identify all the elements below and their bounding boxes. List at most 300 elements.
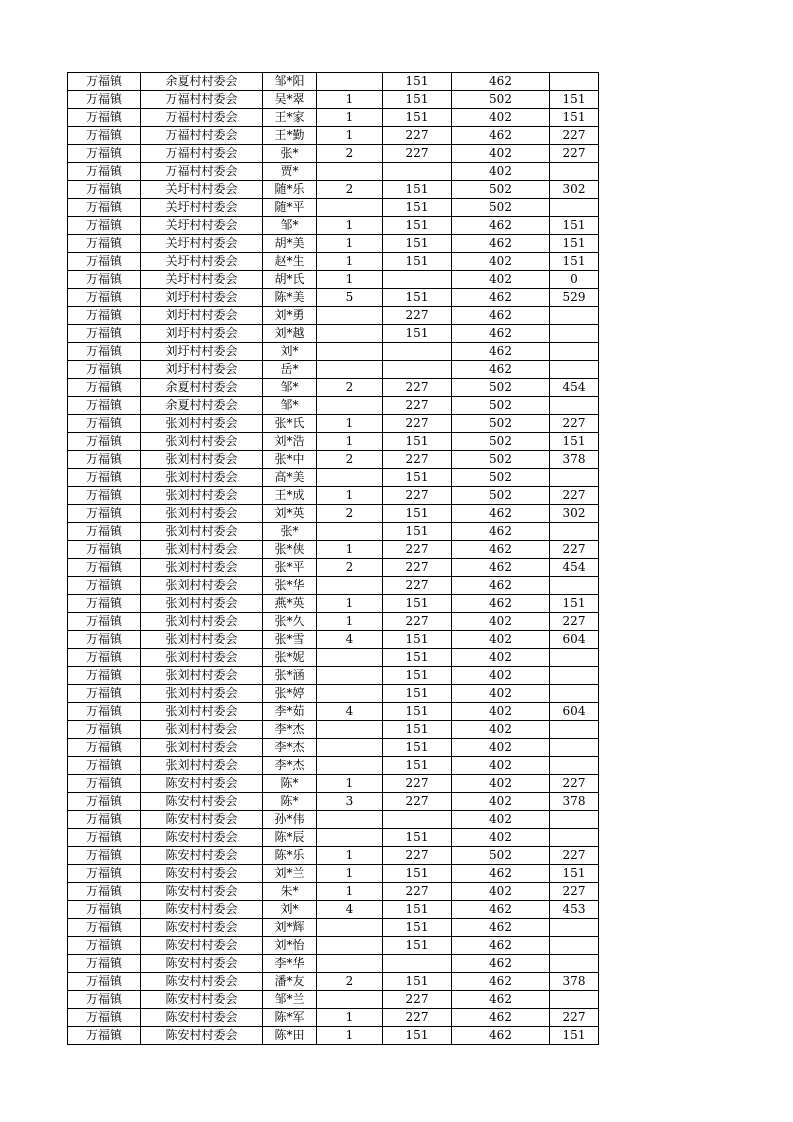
amount-b-cell: 402 <box>452 793 550 811</box>
count-cell <box>317 991 383 1009</box>
name-cell: 张*妮 <box>263 649 317 667</box>
town-cell: 万福镇 <box>68 1009 141 1027</box>
amount-b-cell: 502 <box>452 181 550 199</box>
total-cell <box>550 937 599 955</box>
town-cell: 万福镇 <box>68 541 141 559</box>
name-cell: 张* <box>263 145 317 163</box>
village-committee-cell: 余夏村村委会 <box>141 379 263 397</box>
town-cell: 万福镇 <box>68 73 141 91</box>
total-cell <box>550 325 599 343</box>
amount-a-cell: 151 <box>383 649 452 667</box>
village-committee-cell: 万福村村委会 <box>141 163 263 181</box>
amount-a-cell: 151 <box>383 667 452 685</box>
table-row <box>68 955 599 973</box>
total-cell <box>550 685 599 703</box>
table-row <box>68 397 599 415</box>
village-committee-cell: 刘圩村村委会 <box>141 361 263 379</box>
village-committee-cell: 陈安村村委会 <box>141 1009 263 1027</box>
amount-a-cell: 151 <box>383 433 452 451</box>
total-cell: 151 <box>550 217 599 235</box>
village-committee-cell: 刘圩村村委会 <box>141 325 263 343</box>
total-cell <box>550 919 599 937</box>
table-row <box>68 703 599 721</box>
village-committee-cell: 关圩村村委会 <box>141 271 263 289</box>
amount-b-cell: 462 <box>452 343 550 361</box>
village-committee-cell: 刘圩村村委会 <box>141 307 263 325</box>
name-cell: 刘*越 <box>263 325 317 343</box>
town-cell: 万福镇 <box>68 109 141 127</box>
village-committee-cell: 关圩村村委会 <box>141 199 263 217</box>
amount-a-cell: 151 <box>383 901 452 919</box>
village-committee-cell: 关圩村村委会 <box>141 253 263 271</box>
table-row <box>68 811 599 829</box>
town-cell: 万福镇 <box>68 991 141 1009</box>
amount-b-cell: 462 <box>452 901 550 919</box>
amount-b-cell: 462 <box>452 577 550 595</box>
town-cell: 万福镇 <box>68 703 141 721</box>
name-cell: 张*久 <box>263 613 317 631</box>
total-cell <box>550 397 599 415</box>
village-committee-cell: 张刘村村委会 <box>141 757 263 775</box>
total-cell: 302 <box>550 505 599 523</box>
amount-a-cell: 151 <box>383 919 452 937</box>
amount-b-cell: 402 <box>452 667 550 685</box>
town-cell: 万福镇 <box>68 145 141 163</box>
village-committee-cell: 张刘村村委会 <box>141 613 263 631</box>
table-row <box>68 415 599 433</box>
amount-b-cell: 502 <box>452 415 550 433</box>
town-cell: 万福镇 <box>68 613 141 631</box>
amount-a-cell: 151 <box>383 1027 452 1045</box>
table-row <box>68 379 599 397</box>
total-cell: 604 <box>550 631 599 649</box>
village-committee-cell: 张刘村村委会 <box>141 523 263 541</box>
village-committee-cell: 万福村村委会 <box>141 91 263 109</box>
count-cell: 4 <box>317 631 383 649</box>
amount-a-cell <box>383 811 452 829</box>
town-cell: 万福镇 <box>68 685 141 703</box>
table-row <box>68 649 599 667</box>
village-committee-cell: 张刘村村委会 <box>141 595 263 613</box>
town-cell: 万福镇 <box>68 919 141 937</box>
name-cell: 陈* <box>263 793 317 811</box>
amount-b-cell: 502 <box>452 433 550 451</box>
town-cell: 万福镇 <box>68 307 141 325</box>
name-cell: 刘*英 <box>263 505 317 523</box>
table-row <box>68 793 599 811</box>
table-row <box>68 919 599 937</box>
town-cell: 万福镇 <box>68 217 141 235</box>
total-cell <box>550 577 599 595</box>
count-cell <box>317 397 383 415</box>
amount-b-cell: 462 <box>452 955 550 973</box>
name-cell: 刘* <box>263 901 317 919</box>
town-cell: 万福镇 <box>68 865 141 883</box>
village-committee-cell: 张刘村村委会 <box>141 415 263 433</box>
table-row <box>68 271 599 289</box>
count-cell <box>317 307 383 325</box>
total-cell: 227 <box>550 127 599 145</box>
town-cell: 万福镇 <box>68 883 141 901</box>
table-row <box>68 973 599 991</box>
amount-b-cell: 502 <box>452 397 550 415</box>
name-cell: 李*杰 <box>263 757 317 775</box>
amount-b-cell: 462 <box>452 1009 550 1027</box>
village-committee-cell: 关圩村村委会 <box>141 235 263 253</box>
count-cell <box>317 937 383 955</box>
amount-a-cell: 151 <box>383 721 452 739</box>
amount-a-cell <box>383 955 452 973</box>
table-row <box>68 1027 599 1045</box>
village-committee-cell: 刘圩村村委会 <box>141 289 263 307</box>
table-row <box>68 433 599 451</box>
amount-b-cell: 402 <box>452 685 550 703</box>
name-cell: 张*婷 <box>263 685 317 703</box>
amount-b-cell: 402 <box>452 775 550 793</box>
name-cell: 胡*美 <box>263 235 317 253</box>
amount-a-cell: 151 <box>383 739 452 757</box>
amount-a-cell: 151 <box>383 829 452 847</box>
table-row <box>68 757 599 775</box>
total-cell <box>550 829 599 847</box>
table-row <box>68 523 599 541</box>
name-cell: 刘*勇 <box>263 307 317 325</box>
amount-b-cell: 402 <box>452 271 550 289</box>
amount-a-cell: 151 <box>383 505 452 523</box>
village-committee-cell: 张刘村村委会 <box>141 541 263 559</box>
name-cell: 刘*浩 <box>263 433 317 451</box>
amount-b-cell: 402 <box>452 757 550 775</box>
amount-b-cell: 402 <box>452 613 550 631</box>
amount-a-cell: 227 <box>383 127 452 145</box>
name-cell: 赵*生 <box>263 253 317 271</box>
name-cell: 邹*兰 <box>263 991 317 1009</box>
town-cell: 万福镇 <box>68 523 141 541</box>
total-cell <box>550 757 599 775</box>
amount-a-cell: 151 <box>383 703 452 721</box>
village-committee-cell: 张刘村村委会 <box>141 649 263 667</box>
total-cell: 227 <box>550 847 599 865</box>
table-row <box>68 901 599 919</box>
amount-a-cell: 151 <box>383 181 452 199</box>
count-cell: 1 <box>317 235 383 253</box>
table-row <box>68 469 599 487</box>
town-cell: 万福镇 <box>68 1027 141 1045</box>
town-cell: 万福镇 <box>68 451 141 469</box>
total-cell <box>550 343 599 361</box>
total-cell <box>550 991 599 1009</box>
name-cell: 陈*美 <box>263 289 317 307</box>
amount-b-cell: 402 <box>452 649 550 667</box>
village-committee-cell: 陈安村村委会 <box>141 991 263 1009</box>
amount-a-cell: 151 <box>383 91 452 109</box>
amount-a-cell: 151 <box>383 973 452 991</box>
amount-a-cell: 151 <box>383 865 452 883</box>
amount-b-cell: 462 <box>452 325 550 343</box>
count-cell: 2 <box>317 559 383 577</box>
amount-a-cell: 151 <box>383 595 452 613</box>
town-cell: 万福镇 <box>68 487 141 505</box>
town-cell: 万福镇 <box>68 415 141 433</box>
name-cell: 刘* <box>263 343 317 361</box>
table-row <box>68 361 599 379</box>
total-cell <box>550 523 599 541</box>
town-cell: 万福镇 <box>68 595 141 613</box>
town-cell: 万福镇 <box>68 631 141 649</box>
amount-a-cell: 151 <box>383 109 452 127</box>
table-row <box>68 865 599 883</box>
name-cell: 刘*辉 <box>263 919 317 937</box>
town-cell: 万福镇 <box>68 91 141 109</box>
total-cell: 378 <box>550 793 599 811</box>
count-cell: 3 <box>317 793 383 811</box>
amount-b-cell: 462 <box>452 991 550 1009</box>
name-cell: 陈*辰 <box>263 829 317 847</box>
total-cell <box>550 667 599 685</box>
table-row <box>68 631 599 649</box>
amount-a-cell: 151 <box>383 937 452 955</box>
amount-a-cell <box>383 271 452 289</box>
amount-a-cell: 227 <box>383 1009 452 1027</box>
count-cell: 4 <box>317 901 383 919</box>
total-cell: 227 <box>550 415 599 433</box>
total-cell: 302 <box>550 181 599 199</box>
amount-b-cell: 402 <box>452 883 550 901</box>
table-row <box>68 145 599 163</box>
amount-b-cell: 502 <box>452 451 550 469</box>
village-committee-cell: 陈安村村委会 <box>141 937 263 955</box>
total-cell: 227 <box>550 541 599 559</box>
amount-a-cell: 227 <box>383 379 452 397</box>
amount-a-cell: 151 <box>383 469 452 487</box>
count-cell: 2 <box>317 145 383 163</box>
amount-a-cell: 227 <box>383 775 452 793</box>
table-row <box>68 937 599 955</box>
amount-a-cell: 151 <box>383 199 452 217</box>
count-cell <box>317 325 383 343</box>
amount-a-cell: 227 <box>383 307 452 325</box>
table-row <box>68 667 599 685</box>
count-cell: 1 <box>317 271 383 289</box>
count-cell: 1 <box>317 253 383 271</box>
village-committee-cell: 陈安村村委会 <box>141 811 263 829</box>
table-row <box>68 307 599 325</box>
village-committee-cell: 陈安村村委会 <box>141 847 263 865</box>
count-cell <box>317 649 383 667</box>
town-cell: 万福镇 <box>68 235 141 253</box>
amount-b-cell: 402 <box>452 811 550 829</box>
village-committee-cell: 张刘村村委会 <box>141 451 263 469</box>
name-cell: 陈* <box>263 775 317 793</box>
name-cell: 张*侠 <box>263 541 317 559</box>
amount-a-cell: 227 <box>383 793 452 811</box>
amount-a-cell: 151 <box>383 757 452 775</box>
table-row <box>68 235 599 253</box>
table-row <box>68 91 599 109</box>
count-cell: 1 <box>317 1027 383 1045</box>
town-cell: 万福镇 <box>68 721 141 739</box>
name-cell: 随*乐 <box>263 181 317 199</box>
village-committee-cell: 张刘村村委会 <box>141 721 263 739</box>
count-cell: 1 <box>317 91 383 109</box>
total-cell: 151 <box>550 865 599 883</box>
name-cell: 吴*翠 <box>263 91 317 109</box>
count-cell <box>317 955 383 973</box>
table-row <box>68 505 599 523</box>
count-cell: 1 <box>317 847 383 865</box>
count-cell <box>317 739 383 757</box>
amount-a-cell: 151 <box>383 289 452 307</box>
amount-b-cell: 462 <box>452 307 550 325</box>
table-row <box>68 181 599 199</box>
amount-a-cell: 151 <box>383 325 452 343</box>
total-cell: 454 <box>550 559 599 577</box>
count-cell: 1 <box>317 883 383 901</box>
name-cell: 陈*乐 <box>263 847 317 865</box>
count-cell: 1 <box>317 865 383 883</box>
amount-a-cell: 227 <box>383 541 452 559</box>
roster-table-body <box>68 73 599 1045</box>
total-cell: 151 <box>550 433 599 451</box>
amount-a-cell: 227 <box>383 451 452 469</box>
total-cell: 454 <box>550 379 599 397</box>
count-cell: 1 <box>317 433 383 451</box>
amount-a-cell <box>383 163 452 181</box>
total-cell <box>550 811 599 829</box>
amount-a-cell: 227 <box>383 415 452 433</box>
table-row <box>68 775 599 793</box>
amount-b-cell: 402 <box>452 721 550 739</box>
table-row <box>68 613 599 631</box>
table-row <box>68 343 599 361</box>
amount-a-cell: 227 <box>383 145 452 163</box>
town-cell: 万福镇 <box>68 433 141 451</box>
name-cell: 高*美 <box>263 469 317 487</box>
total-cell <box>550 163 599 181</box>
amount-a-cell: 151 <box>383 685 452 703</box>
amount-b-cell: 402 <box>452 163 550 181</box>
amount-a-cell: 151 <box>383 253 452 271</box>
town-cell: 万福镇 <box>68 469 141 487</box>
count-cell <box>317 811 383 829</box>
table-row <box>68 595 599 613</box>
table-row <box>68 1009 599 1027</box>
total-cell <box>550 739 599 757</box>
table-row <box>68 289 599 307</box>
count-cell <box>317 685 383 703</box>
total-cell: 151 <box>550 595 599 613</box>
village-committee-cell: 万福村村委会 <box>141 109 263 127</box>
count-cell: 2 <box>317 451 383 469</box>
village-committee-cell: 陈安村村委会 <box>141 919 263 937</box>
village-committee-cell: 陈安村村委会 <box>141 1027 263 1045</box>
total-cell: 227 <box>550 487 599 505</box>
total-cell <box>550 469 599 487</box>
amount-b-cell: 462 <box>452 73 550 91</box>
count-cell: 4 <box>317 703 383 721</box>
amount-b-cell: 402 <box>452 739 550 757</box>
amount-b-cell: 502 <box>452 847 550 865</box>
amount-a-cell: 151 <box>383 73 452 91</box>
count-cell <box>317 577 383 595</box>
town-cell: 万福镇 <box>68 757 141 775</box>
town-cell: 万福镇 <box>68 901 141 919</box>
amount-a-cell: 227 <box>383 487 452 505</box>
total-cell: 378 <box>550 973 599 991</box>
table-row <box>68 199 599 217</box>
amount-a-cell: 227 <box>383 991 452 1009</box>
table-row <box>68 541 599 559</box>
name-cell: 李*杰 <box>263 721 317 739</box>
count-cell: 1 <box>317 217 383 235</box>
count-cell: 1 <box>317 1009 383 1027</box>
total-cell <box>550 73 599 91</box>
name-cell: 邹*阳 <box>263 73 317 91</box>
table-row <box>68 253 599 271</box>
amount-b-cell: 402 <box>452 829 550 847</box>
town-cell: 万福镇 <box>68 397 141 415</box>
name-cell: 岳* <box>263 361 317 379</box>
village-committee-cell: 张刘村村委会 <box>141 433 263 451</box>
amount-a-cell: 227 <box>383 613 452 631</box>
table-row <box>68 739 599 757</box>
town-cell: 万福镇 <box>68 559 141 577</box>
total-cell: 151 <box>550 91 599 109</box>
name-cell: 王*勤 <box>263 127 317 145</box>
town-cell: 万福镇 <box>68 973 141 991</box>
town-cell: 万福镇 <box>68 793 141 811</box>
count-cell: 2 <box>317 973 383 991</box>
town-cell: 万福镇 <box>68 289 141 307</box>
amount-b-cell: 402 <box>452 109 550 127</box>
amount-a-cell: 151 <box>383 235 452 253</box>
town-cell: 万福镇 <box>68 271 141 289</box>
village-committee-cell: 张刘村村委会 <box>141 703 263 721</box>
town-cell: 万福镇 <box>68 577 141 595</box>
count-cell: 1 <box>317 541 383 559</box>
name-cell: 张* <box>263 523 317 541</box>
village-committee-cell: 张刘村村委会 <box>141 487 263 505</box>
table-row <box>68 991 599 1009</box>
name-cell: 张*雪 <box>263 631 317 649</box>
count-cell: 1 <box>317 109 383 127</box>
count-cell <box>317 667 383 685</box>
amount-a-cell <box>383 361 452 379</box>
village-committee-cell: 关圩村村委会 <box>141 181 263 199</box>
table-row <box>68 109 599 127</box>
name-cell: 邹* <box>263 217 317 235</box>
town-cell: 万福镇 <box>68 667 141 685</box>
count-cell <box>317 523 383 541</box>
village-committee-cell: 张刘村村委会 <box>141 559 263 577</box>
amount-b-cell: 462 <box>452 595 550 613</box>
count-cell: 1 <box>317 613 383 631</box>
amount-b-cell: 462 <box>452 973 550 991</box>
total-cell <box>550 199 599 217</box>
count-cell <box>317 919 383 937</box>
table-row <box>68 847 599 865</box>
amount-b-cell: 462 <box>452 127 550 145</box>
amount-b-cell: 462 <box>452 865 550 883</box>
name-cell: 张*华 <box>263 577 317 595</box>
amount-b-cell: 462 <box>452 937 550 955</box>
amount-a-cell: 227 <box>383 397 452 415</box>
table-row <box>68 883 599 901</box>
village-committee-cell: 万福村村委会 <box>141 145 263 163</box>
count-cell: 1 <box>317 775 383 793</box>
count-cell: 1 <box>317 127 383 145</box>
name-cell: 张*中 <box>263 451 317 469</box>
